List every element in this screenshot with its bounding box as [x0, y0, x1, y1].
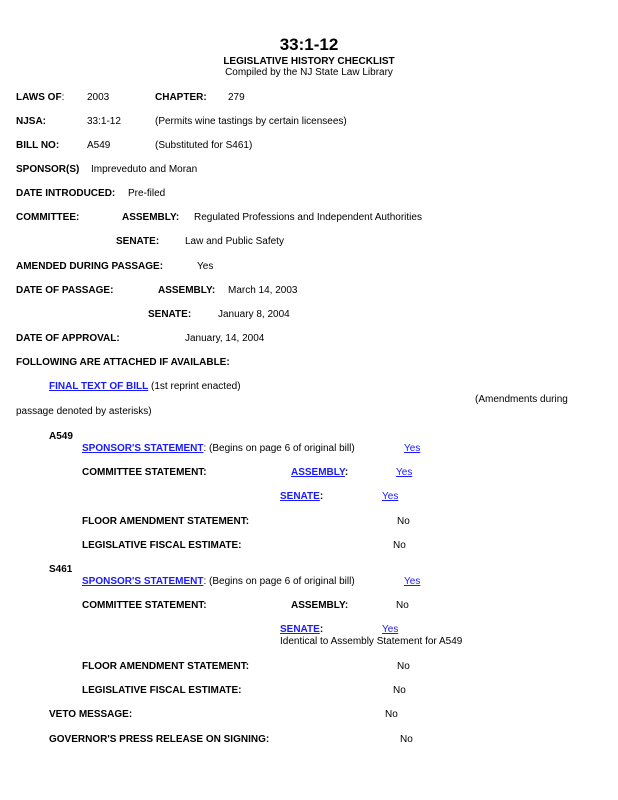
a549-assembly-link[interactable]: ASSEMBLY: [291, 467, 345, 478]
committee-senate-label: SENATE:: [116, 236, 160, 247]
s461-committee-label: COMMITTEE STATEMENT:: [82, 600, 207, 611]
s461-heading: S461: [49, 564, 73, 575]
page-title: 33:1-12: [279, 35, 339, 54]
bill-no-note: (Substituted for S461): [155, 140, 253, 151]
checklist-title: LEGISLATIVE HISTORY CHECKLIST: [223, 56, 395, 67]
date-introduced-label: DATE INTRODUCED:: [16, 188, 116, 199]
veto-label: VETO MESSAGE:: [49, 709, 133, 720]
s461-senate-yes-link[interactable]: Yes: [382, 624, 399, 635]
a549-committee-label: COMMITTEE STATEMENT:: [82, 467, 207, 478]
bill-no-value: A549: [87, 140, 111, 151]
bill-no-label: BILL NO:: [16, 140, 60, 151]
s461-floor-value: No: [397, 661, 410, 672]
s461-fiscal-label: LEGISLATIVE FISCAL ESTIMATE:: [82, 685, 242, 696]
a549-sponsor-yes-link[interactable]: Yes: [404, 443, 421, 454]
amended-value: Yes: [197, 261, 214, 272]
laws-of-label: LAWS OF:: [16, 92, 65, 103]
a549-floor-value: No: [397, 516, 410, 527]
committee-assembly-value: Regulated Professions and Independent Authorities: [194, 212, 422, 223]
a549-assembly-yes-link[interactable]: Yes: [396, 467, 413, 478]
s461-senate-row: SENATE:: [280, 624, 324, 635]
amended-label: AMENDED DURING PASSAGE:: [16, 261, 164, 272]
njsa-note: (Permits wine tastings by certain licensees): [155, 116, 347, 127]
a549-senate-yes-link[interactable]: Yes: [382, 491, 399, 502]
s461-senate-note: Identical to Assembly Statement for A549: [280, 636, 463, 647]
a549-senate-link[interactable]: SENATE: [280, 491, 320, 502]
s461-sponsor-row: SPONSOR'S STATEMENT: (Begins on page 6 of original bill): [82, 576, 355, 587]
veto-value: No: [385, 709, 398, 720]
final-text-row: FINAL TEXT OF BILL (1st reprint enacted): [49, 381, 241, 392]
a549-assembly-row: ASSEMBLY:: [291, 467, 349, 478]
date-introduced-value: Pre-filed: [128, 188, 166, 199]
amendments-note-a: (Amendments during: [475, 394, 568, 405]
approval-label: DATE OF APPROVAL:: [16, 333, 120, 344]
a549-fiscal-value: No: [393, 540, 406, 551]
s461-sponsor-yes-link[interactable]: Yes: [404, 576, 421, 587]
a549-fiscal-label: LEGISLATIVE FISCAL ESTIMATE:: [82, 540, 242, 551]
chapter-value: 279: [228, 92, 245, 103]
passage-assembly-value: March 14, 2003: [228, 285, 298, 296]
press-release-label: GOVERNOR'S PRESS RELEASE ON SIGNING:: [49, 734, 270, 745]
following-heading: FOLLOWING ARE ATTACHED IF AVAILABLE:: [16, 357, 230, 368]
a549-senate-row: SENATE:: [280, 491, 324, 502]
committee-senate-value: Law and Public Safety: [185, 236, 284, 247]
compiled-by: Compiled by the NJ State Law Library: [225, 67, 393, 78]
passage-senate-label: SENATE:: [148, 309, 192, 320]
s461-floor-label: FLOOR AMENDMENT STATEMENT:: [82, 661, 250, 672]
a549-floor-label: FLOOR AMENDMENT STATEMENT:: [82, 516, 250, 527]
a549-sponsor-statement-link[interactable]: SPONSOR'S STATEMENT: [82, 443, 204, 454]
s461-sponsor-statement-link[interactable]: SPONSOR'S STATEMENT: [82, 576, 204, 587]
laws-of-value: 2003: [87, 92, 110, 103]
committee-assembly-label: ASSEMBLY:: [122, 212, 180, 223]
amendments-note-b: passage denoted by asterisks): [16, 406, 152, 417]
committee-label: COMMITTEE:: [16, 212, 80, 223]
approval-value: January, 14, 2004: [185, 333, 265, 344]
a549-sponsor-row: SPONSOR'S STATEMENT: (Begins on page 6 of original bill): [82, 443, 355, 454]
sponsor-label: SPONSOR(S): [16, 164, 80, 175]
passage-senate-value: January 8, 2004: [218, 309, 290, 320]
passage-assembly-label: ASSEMBLY:: [158, 285, 216, 296]
s461-assembly-value: No: [396, 600, 409, 611]
njsa-label: NJSA:: [16, 116, 47, 127]
a549-heading: A549: [49, 431, 73, 442]
s461-senate-link[interactable]: SENATE: [280, 624, 320, 635]
final-text-link[interactable]: FINAL TEXT OF BILL: [49, 381, 149, 392]
sponsor-value: Impreveduto and Moran: [91, 164, 198, 175]
press-release-value: No: [400, 734, 413, 745]
passage-label: DATE OF PASSAGE:: [16, 285, 114, 296]
chapter-label: CHAPTER:: [155, 92, 207, 103]
s461-assembly-label: ASSEMBLY:: [291, 600, 349, 611]
s461-fiscal-value: No: [393, 685, 406, 696]
njsa-value: 33:1-12: [87, 116, 121, 127]
